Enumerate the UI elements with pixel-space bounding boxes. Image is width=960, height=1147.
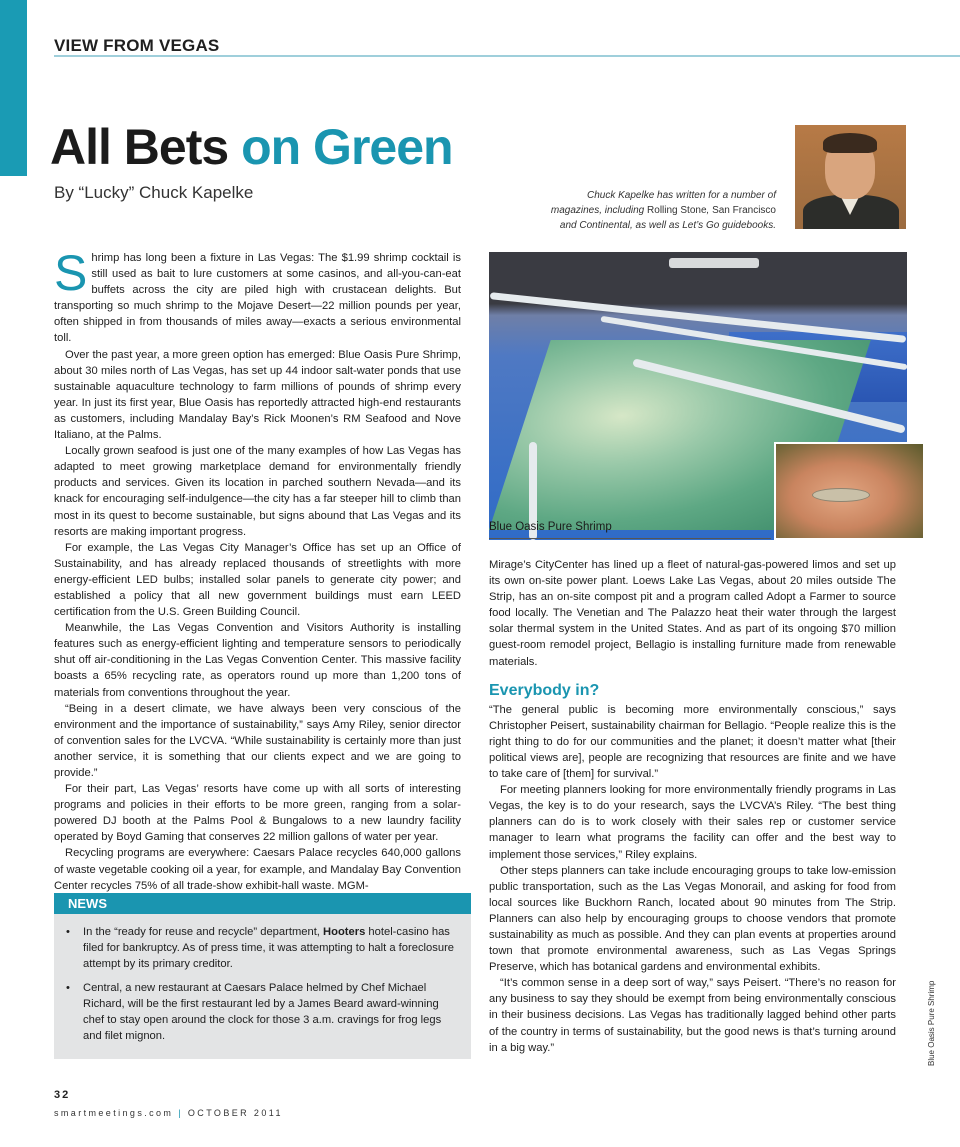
drop-cap: S (54, 245, 88, 301)
article-paragraph: Locally grown seafood is just one of the many examples of how Las Vegas has adapted to meet growing marketplace demand for environmentally friendly products and services. Given its location in parched southern Nevada—and its knack for encouraging self-indulgence—the city has a far steeper hill to climb than most in its quest to become sustainable, but signs abound that Las Vegas and its resorts are making important progress. (54, 445, 461, 538)
article-paragraph: Other steps planners can take include encouraging groups to take low-emission public transportation, such as the Las Vegas Monorail, and asking for food from local sources like Buckhorn Ranch, located about 90 minutes from The Strip. Planners can also help by encouraging groups to choose vendors that promote sustainability as much as possible. And they can plan events at properties around town that promote environmental awareness, such as Las Vegas Springs Preserve, which has botanical gardens and environmental exhibits. (489, 864, 896, 974)
footer-issue: OCTOBER 2011 (187, 1108, 283, 1118)
news-item-bold: Hooters (323, 926, 366, 938)
article-column-left (54, 245, 461, 894)
news-item (66, 924, 457, 973)
photo-caption: Blue Oasis Pure Shrimp (489, 521, 612, 533)
photo-credit-vertical: Blue Oasis Pure Shrimp (927, 980, 936, 1066)
headline-accent: on Green (241, 119, 453, 175)
bullet-icon: • (66, 981, 70, 994)
article-paragraph: “The general public is becoming more environmentally conscious,” says Christopher Peisert, sustainability chairman for Bellagio. “People realize this is the right thing to do for our communities and the planet; it doesn’t matter what [their political views are], people are recognizing that resources are finite and we have to take care of [them] for survival.” (489, 703, 896, 781)
article-paragraph: Over the past year, a more green option has emerged: Blue Oasis Pure Shrimp, about 30 miles north of Las Vegas, has set up 44 indoor salt-water ponds that use sustainable aquaculture technology to farm millions of pounds of shrimp every year. In just its first year, Blue Oasis has reportedly attracted high-end restaurants as customers, including Mandalay Bay’s Rick Moonen’s RM Seafood and Nove Italiano, at the Palms. (54, 348, 461, 442)
author-caption (540, 188, 776, 233)
author-caption-magazine: Continental (579, 220, 630, 231)
article-column-right (489, 557, 896, 1056)
subhead: Everybody in? (489, 681, 600, 699)
article-paragraph: Recycling programs are everywhere: Caesars Palace recycles 640,000 gallons of waste vegetable cooking oil a year, for example, and Mandalay Bay Convention Center recycles 75% of all trade-show exhibit-hall waste. MGM- (54, 847, 461, 892)
shrimp-in-hand-inset-photo (774, 442, 925, 540)
bullet-icon: • (66, 926, 70, 938)
portrait-hair (823, 133, 877, 153)
author-caption-magazine: Rolling Stone (647, 205, 707, 216)
news-list (54, 914, 471, 1044)
news-item-text: Central, a new restaurant at Caesars Palace helmed by Chef Michael Richard, will be the first restaurant led by a James Beard award-winning chef to stay open around the clock for those 3 a.m. cravings for frog legs and filet mignon. (83, 981, 442, 1043)
photo-ceiling-light (669, 258, 759, 268)
author-caption-part: and (559, 220, 577, 231)
page-number: 32 (54, 1089, 71, 1101)
article-paragraph: For meeting planners looking for more environmentally friendly programs in Las Vegas, the key is to do your research, says the LVCVA’s Riley. “The best thing planners can do is to work closely with their sales rep or customer service manager to learn what programs the facility can offer and the best way to implement those services,” Riley explains. (489, 784, 896, 861)
author-caption-part: Chuck Kapelke has written for a number of magazines, including (550, 190, 776, 216)
footer-site: smartmeetings.com (54, 1108, 174, 1118)
author-caption-part: , (706, 205, 710, 216)
footer (54, 1108, 283, 1118)
author-caption-magazine: San Francisco (712, 205, 776, 216)
paragraph-text: hrimp has long been a fixture in Las Vegas: The $1.99 shrimp cocktail is still used as bait to lure customers at some casinos, and all-you-can-eat buffets across the city are piled high with crustacean delights. But transporting so much shrimp to the Mojave Desert—22 million pounds per year, often shipped in from thousands of miles away—exacts a serious environmental toll. (54, 252, 461, 345)
shrimp-shape (812, 488, 870, 502)
article-paragraph: “Being in a desert climate, we have always been very conscious of the environment and the importance of sustainability,” says Amy Riley, senior director of convention sales for the LVCVA. “While sustainability is certainly more than just another service, it is something that our clients expect and we are going to provide.” (54, 702, 461, 779)
news-item (66, 980, 457, 1045)
article-paragraph (54, 245, 461, 347)
author-portrait (795, 125, 906, 229)
news-header: NEWS (54, 893, 471, 914)
photo-caption-rule (489, 538, 771, 539)
byline: By “Lucky” Chuck Kapelke (54, 183, 254, 202)
article-paragraph: For their part, Las Vegas’ resorts have come up with all sorts of interesting programs and policies in their efforts to be more green, ranging from a solar-powered DJ booth at the Palms Pool & Bungalows to a new laundry facility operated by Boyd Gaming that conserves 22 million gallons of water per year. (54, 783, 461, 844)
section-label: VIEW FROM VEGAS (54, 36, 220, 55)
article-paragraph: For example, the Las Vegas City Manager’s Office has set up an Office of Sustainability, and has already replaced thousands of streetlights with more energy-efficient LED bulbs; installed solar panels to generate city power; and established a policy that all new government buildings must earn LEED certification from the U.S. Green Building Council. (54, 541, 461, 619)
news-item-text: hotel-casino has filed for bankruptcy. As of press time, it was attempting to halt a foreclosure attempt by its primary creditor. (83, 926, 455, 971)
article-paragraph: Mirage’s CityCenter has lined up a fleet of natural-gas-powered limos and set up its own on-site power plant. Loews Lake Las Vegas, about 20 miles outside The Strip, has an on-site compost pit and a program called Adopt a Farmer to source food locally. The Venetian and The Palazzo heat their water through the largest solar thermal system in the United States. And as part of its ongoing $70 million guest-room remodel project, Bellagio is installing furniture made from renewable materials. (489, 559, 896, 668)
footer-separator: | (178, 1108, 183, 1118)
section-rule (54, 55, 960, 57)
article-paragraph: Meanwhile, the Las Vegas Convention and Visitors Authority is installing features such as energy-efficient lighting and temperature sensors to periodically shut off air-conditioning in the Las Vegas Convention Center. This massive facility boasts a 65% recycling rate, as operators round up more than 1,200 tons of materials from conventions throughout the year. (54, 622, 461, 699)
headline-dark: All Bets (50, 119, 229, 175)
section-tab-bar (0, 0, 27, 176)
news-sidebar (54, 893, 471, 1059)
article-paragraph: “It’s common sense in a deep sort of way,” says Peisert. “There’s no reason for any business to say they should be exempt from being environmentally conscious in their business decisions. Las Vegas has traditionally lagged behind other parts of the country in terms of sustainability, but the good news is that’s turning around in a big way.” (489, 977, 896, 1054)
author-caption-part: , as well as Let’s Go guidebooks. (629, 220, 776, 231)
news-item-text: In the “ready for reuse and recycle” department, (83, 926, 320, 938)
headline (50, 118, 453, 176)
